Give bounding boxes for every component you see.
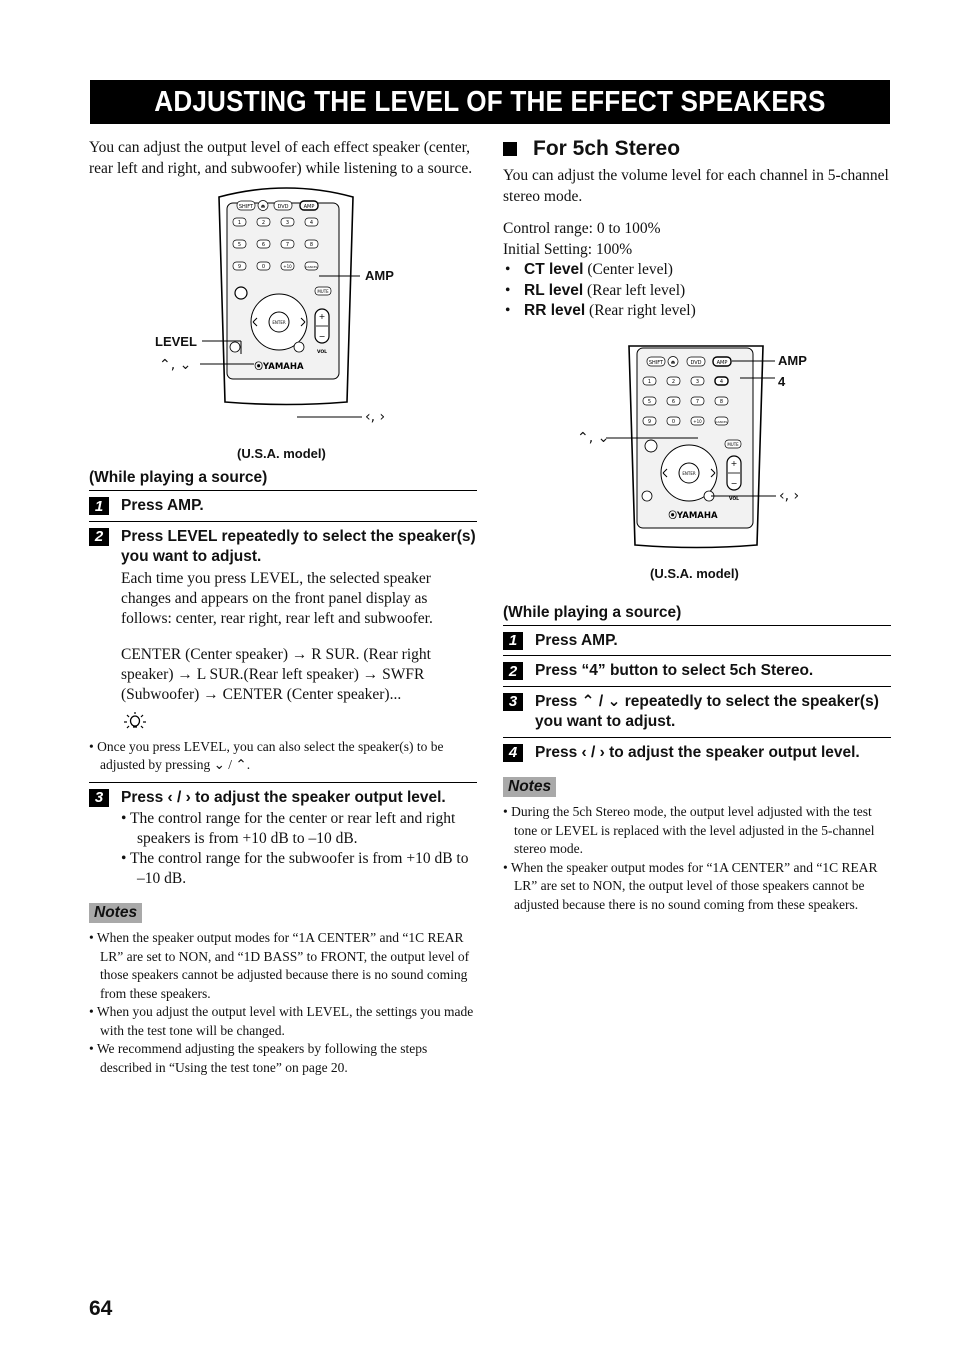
step-title: Press “4” button to select 5ch Stereo. bbox=[535, 662, 814, 679]
list-item: • RL level (Rear left level) bbox=[503, 281, 891, 302]
step-number: 2 bbox=[89, 528, 109, 546]
diagram-caption: (U.S.A. model) bbox=[237, 446, 326, 461]
channel-list bbox=[503, 260, 891, 322]
step-title: Press AMP. bbox=[535, 631, 618, 649]
callout-left-right: ‹, › bbox=[365, 409, 386, 425]
note-item: • When you adjust the output level with LEVEL, the settings you made with the test tone will be changed. bbox=[89, 1004, 474, 1038]
callout-up-down: ⌃, ⌄ bbox=[159, 357, 192, 373]
svg-text:8: 8 bbox=[719, 398, 724, 405]
svg-text:+10: +10 bbox=[693, 418, 702, 424]
svg-text:3: 3 bbox=[285, 220, 290, 226]
sub-heading-while-playing: (While playing a source) bbox=[503, 604, 891, 626]
step-title: Press ‹ / › to adjust the speaker output level. bbox=[535, 743, 860, 761]
svg-text:1: 1 bbox=[647, 378, 652, 385]
step-number: 2 bbox=[503, 662, 523, 680]
callout-amp: AMP bbox=[365, 268, 394, 283]
step-number: 1 bbox=[503, 632, 523, 650]
callout-lines bbox=[89, 179, 477, 469]
step-number: 3 bbox=[503, 693, 523, 711]
callout-amp: AMP bbox=[778, 352, 807, 368]
step-number: 4 bbox=[503, 744, 523, 762]
list-item: • The control range for the center or rear left and right speakers is from +10 dB to –10 dB. bbox=[121, 810, 456, 847]
notes-label: Notes bbox=[503, 777, 556, 797]
callout-left-right: ‹, › bbox=[779, 487, 800, 504]
notes-list-left bbox=[89, 929, 477, 1077]
svg-text:4: 4 bbox=[719, 378, 724, 385]
svg-text:−: − bbox=[730, 478, 738, 488]
svg-text:−: − bbox=[318, 332, 326, 341]
svg-text:5: 5 bbox=[237, 242, 242, 248]
svg-text:ENTER: ENTER bbox=[682, 470, 696, 476]
list-item: • CT level (Center level) bbox=[503, 260, 891, 281]
step-1 bbox=[89, 491, 477, 522]
svg-text:VOL: VOL bbox=[728, 496, 740, 502]
step-2 bbox=[503, 656, 891, 687]
svg-text:+: + bbox=[318, 312, 326, 321]
step-2 bbox=[89, 522, 477, 778]
remote-mute-label: MUTE bbox=[317, 289, 329, 294]
remote-amp-label: AMP bbox=[303, 204, 315, 210]
svg-text:SHIFT: SHIFT bbox=[648, 359, 664, 366]
remote-vol-label: VOL bbox=[316, 350, 328, 355]
step-3-bullets bbox=[121, 809, 477, 889]
remote-eject-label: ⏏ bbox=[260, 203, 266, 210]
step-title: Press ‹ / › to adjust the speaker output level. bbox=[121, 788, 446, 806]
svg-text:2: 2 bbox=[261, 220, 266, 226]
callout-up-down: ⌃, ⌄ bbox=[577, 429, 610, 446]
note-item: • When the speaker output modes for “1A CENTER” and “1C REAR LR” are set to NON, and “1D BASS” to FRONT, the output level of those speakers cannot be adjusted because there is no sound coming from these speakers. bbox=[89, 930, 470, 1001]
svg-text:1: 1 bbox=[237, 220, 242, 226]
svg-text:7: 7 bbox=[695, 398, 700, 405]
sub-heading-while-playing: (While playing a source) bbox=[89, 469, 477, 491]
remote-dvd-label: DVD bbox=[277, 204, 289, 210]
svg-text:CANCEL: CANCEL bbox=[305, 265, 318, 269]
svg-text:5: 5 bbox=[647, 398, 652, 405]
notes-label: Notes bbox=[89, 903, 142, 923]
section-intro: You can adjust the volume level for each channel in 5-channel stereo mode. bbox=[503, 167, 889, 205]
callout-4: 4 bbox=[778, 373, 786, 389]
step-3 bbox=[503, 687, 891, 738]
svg-text:2: 2 bbox=[671, 378, 676, 385]
note-item: • We recommend adjusting the speakers by following the steps described in “Using the test tone” on page 20. bbox=[89, 1041, 428, 1075]
control-range: Control range: 0 to 100% bbox=[503, 220, 661, 237]
step-title: Press AMP. bbox=[121, 497, 204, 514]
svg-text:⦿YAMAHA: ⦿YAMAHA bbox=[668, 510, 718, 521]
list-item: • The control range for the subwoofer is from +10 dB to –10 dB. bbox=[121, 850, 469, 887]
step-3 bbox=[89, 782, 477, 894]
svg-text:+: + bbox=[730, 458, 738, 468]
right-column bbox=[503, 138, 891, 914]
notes-list-right bbox=[503, 803, 891, 914]
square-bullet-icon bbox=[503, 142, 517, 156]
svg-text:DVD: DVD bbox=[690, 359, 702, 366]
speaker-sequence: CENTER (Center speaker) → R SUR. (Rear right speaker) → L SUR.(Rear left speaker) → SWFR (Subwoofer) → CENTER (Center speaker)... bbox=[121, 645, 431, 703]
callout-level: LEVEL bbox=[155, 334, 197, 349]
svg-text:9: 9 bbox=[237, 264, 242, 270]
svg-text:7: 7 bbox=[285, 242, 290, 248]
callout-lines bbox=[503, 322, 891, 604]
step-number: 3 bbox=[89, 789, 109, 807]
step-number: 1 bbox=[89, 497, 109, 515]
diagram-caption: (U.S.A. model) bbox=[650, 565, 739, 581]
left-column bbox=[89, 138, 477, 1077]
svg-text:MUTE: MUTE bbox=[727, 441, 739, 447]
page-title: ADJUSTING THE LEVEL OF THE EFFECT SPEAKERS bbox=[154, 85, 826, 118]
remote-diagram-left bbox=[89, 179, 477, 469]
svg-text:4: 4 bbox=[309, 220, 314, 226]
step-title: Press ⌃ / ⌄ repeatedly to select the speaker(s) you want to adjust. bbox=[535, 692, 879, 730]
remote-diagram-right bbox=[503, 322, 891, 604]
lightbulb-icon bbox=[121, 711, 149, 731]
step-1 bbox=[503, 626, 891, 657]
page-number: 64 bbox=[89, 1297, 113, 1320]
svg-text:3: 3 bbox=[695, 378, 700, 385]
svg-text:CANCEL: CANCEL bbox=[715, 419, 728, 424]
intro-text: You can adjust the output level of each effect speaker (center, rear left and right, and subwoofer) while listening to a source. bbox=[89, 139, 473, 177]
section-heading bbox=[503, 138, 891, 160]
list-item: • RR level (Rear right level) bbox=[503, 301, 891, 322]
initial-setting: Initial Setting: 100% bbox=[503, 240, 633, 258]
svg-text:9: 9 bbox=[647, 418, 652, 425]
step-description: Each time you press LEVEL, the selected speaker changes and appears on the front panel display as follows: center, rear right, rear left and subwoofer. bbox=[121, 569, 433, 627]
tip-text: • Once you press LEVEL, you can also select the speaker(s) to be adjusted by pressing ⌄ / ⌃. bbox=[89, 738, 444, 772]
svg-text:6: 6 bbox=[261, 242, 266, 248]
svg-text:8: 8 bbox=[309, 242, 314, 248]
remote-brand-logo: ⦿YAMAHA bbox=[254, 362, 304, 372]
remote-enter-label: ENTER bbox=[272, 320, 286, 325]
svg-text:⏏: ⏏ bbox=[670, 359, 676, 365]
svg-text:+10: +10 bbox=[283, 264, 292, 269]
section-heading-text: For 5ch Stereo bbox=[533, 137, 681, 160]
svg-text:0: 0 bbox=[261, 264, 266, 270]
step-title: Press LEVEL repeatedly to select the speaker(s) you want to adjust. bbox=[121, 527, 476, 565]
note-item: • During the 5ch Stereo mode, the output level adjusted with the test tone or LEVEL is replaced with the level adjusted in the 5-channel stereo mode. bbox=[503, 804, 875, 856]
note-item: • When the speaker output modes for “1A CENTER” and “1C REAR LR” are set to NON, the output level of those speakers cannot be adjusted because there is no sound coming from these speakers. bbox=[503, 859, 878, 912]
svg-text:0: 0 bbox=[671, 418, 676, 425]
step-4 bbox=[503, 738, 891, 768]
page-title-bar bbox=[90, 80, 890, 124]
svg-text:6: 6 bbox=[671, 398, 676, 405]
svg-text:AMP: AMP bbox=[716, 359, 728, 366]
remote-shift-label: SHIFT bbox=[238, 204, 254, 210]
